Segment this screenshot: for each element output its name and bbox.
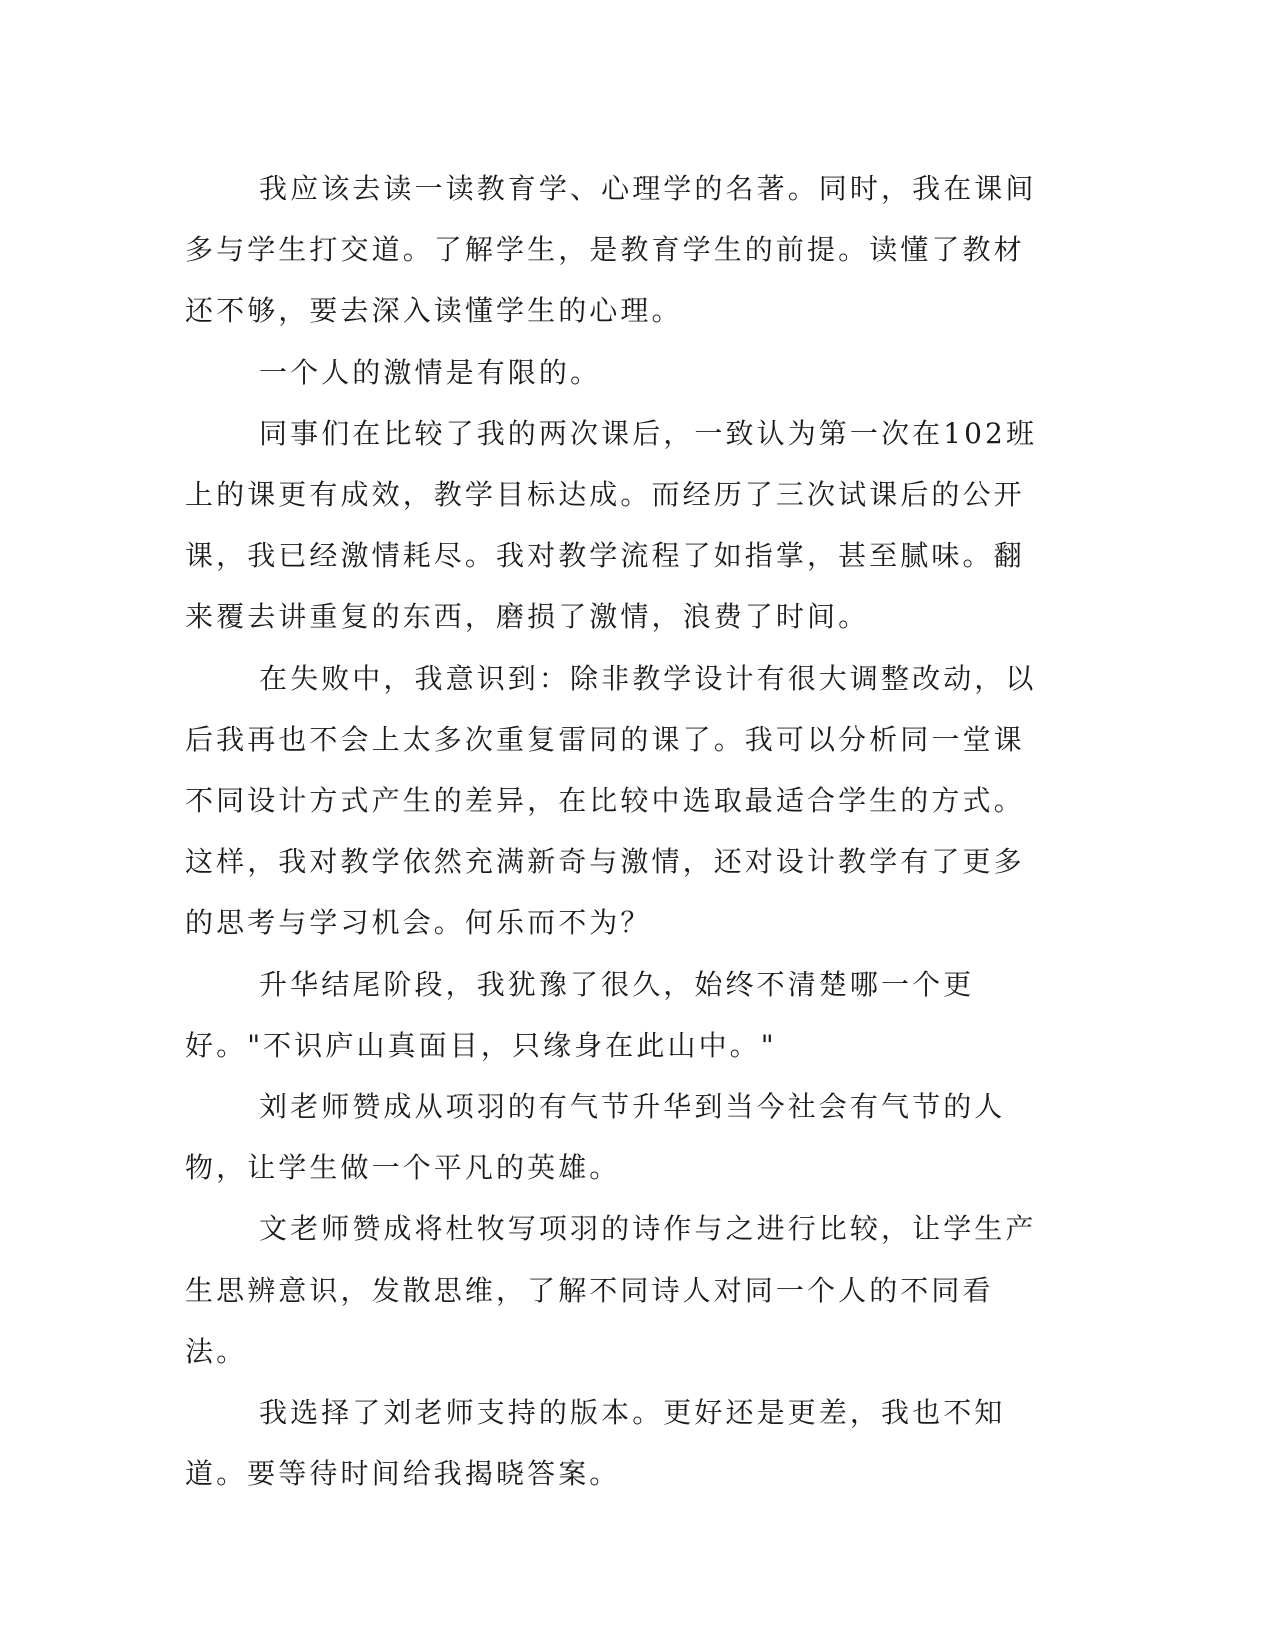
paragraph: 同事们在比较了我的两次课后，一致认为第一次在102班上的课更有成效，教学目标达成。而经历了三次试课后的公开课，我已经激情耗尽。我对教学流程了如指掌，甚至腻味。翻来覆去讲重复的东西，磨损了激情，浪费了时间。	[185, 416, 1038, 634]
paragraph: 我应该去读一读教育学、心理学的名著。同时，我在课间多与学生打交道。了解学生，是教育学生的前提。读懂了教材还不够，要去深入读懂学生的心理。	[185, 172, 1037, 328]
document-body	[185, 158, 1047, 1504]
paragraph: 文老师赞成将杜牧写项羽的诗作与之进行比较，让学生产生思辨意识，发散思维，了解不同诗人对同一个人的不同看法。	[185, 1212, 1037, 1368]
paragraph: 我选择了刘老师支持的版本。更好还是更差，我也不知道。要等待时间给我揭晓答案。	[185, 1396, 1006, 1491]
paragraph: 一个人的激情是有限的。	[259, 355, 602, 389]
paragraph: 刘老师赞成从项羽的有气节升华到当今社会有气节的人物，让学生做一个平凡的英雄。	[185, 1090, 1006, 1185]
paragraph: 在失败中，我意识到：除非教学设计有很大调整改动，以后我再也不会上太多次重复雷同的课了。我可以分析同一堂课不同设计方式产生的差异，在比较中选取最适合学生的方式。这样，我对教学依然充满新奇与激情，还对设计教学有了更多的思考与学习机会。何乐而不为？	[185, 661, 1037, 940]
paragraph: 升华结尾阶段，我犹豫了很久，始终不清楚哪一个更好。"不识庐山真面目，只缘身在此山中。"	[185, 967, 975, 1062]
